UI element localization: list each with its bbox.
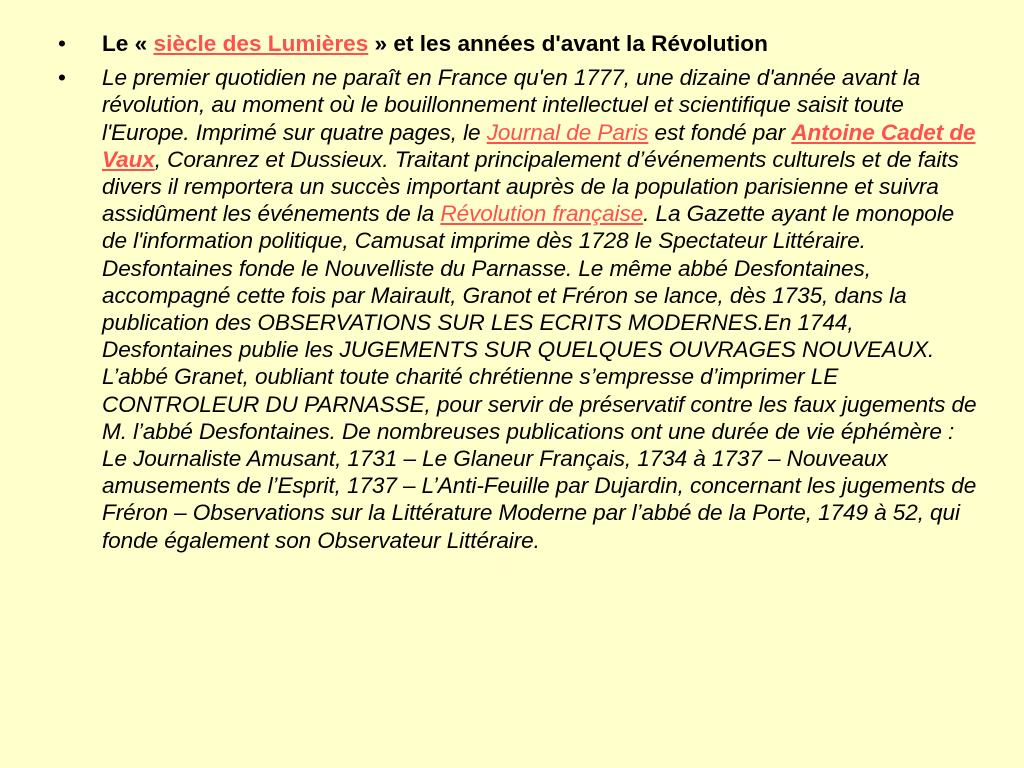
link-siecle-des-lumieres[interactable]: siècle des Lumières [153, 31, 369, 56]
bullet-body-text [56, 64, 984, 554]
body-text-part-2: est fondé par [648, 119, 792, 145]
body-text-part-4: . La Gazette ayant le monopole de l'information politique, Camusat imprime dès 1728 le Spectateur Littéraire. Desfontaines fonde le Nouvelliste du Parnasse. Le même abbé Desfontaines, accompagné cette fois par Mairault, Granot et Fréron se lance, dès 1735, dans la publication des OBSERVATIONS SUR LES ECRITS MODERNES.En 1744, Desfontaines publie les JUGEMENTS SUR QUELQUES OUVRAGES NOUVEAUX. L’abbé Granet, oubliant toute charité chrétienne s’empresse d’imprimer LE CONTROLEUR DU PARNASSE, pour servir de préservatif contre les faux jugements de M. l’abbé Desfontaines. De nombreuses publications ont une durée de vie éphémère : Le Journaliste Amusant, 1731 – Le Glaneur Français, 1734 à 1737 – Nouveaux amusements de l’Esprit, 1737 – L’Anti-Feuille par Dujardin, concernant les jugements de Fréron – Observations sur la Littérature Moderne par l’abbé de la Porte, 1749 à 52, qui fonde également son Observateur Littéraire. [102, 201, 977, 553]
heading-prefix: Le « [102, 31, 154, 56]
bullet-heading [56, 30, 984, 57]
heading-suffix: » et les années d'avant la Révolution [368, 31, 768, 56]
link-antoine-cadet-de-vaux[interactable]: Antoine Cadet de Vaux [102, 119, 976, 172]
bullet-marker: • [58, 31, 66, 56]
link-journal-de-paris[interactable]: Journal de Paris [486, 119, 649, 145]
bullet-list [56, 30, 984, 554]
body-text-part-1: Le premier quotidien ne paraît en France qu'en 1777, une dizaine d'année avant la révolution, au moment où le bouillonnement intellectuel et scientifique saisit toute l'Europe. Imprimé sur quatre pages, le [102, 65, 921, 145]
body-text-part-3: , Coranrez et Dussieux. Traitant principalement d’événements culturels et de faits divers il remportera un succès important auprès de la population parisienne et suivra assidûment les événements de la [102, 146, 959, 227]
link-revolution-francaise[interactable]: Révolution française [440, 201, 644, 227]
bullet-marker: • [58, 65, 66, 91]
